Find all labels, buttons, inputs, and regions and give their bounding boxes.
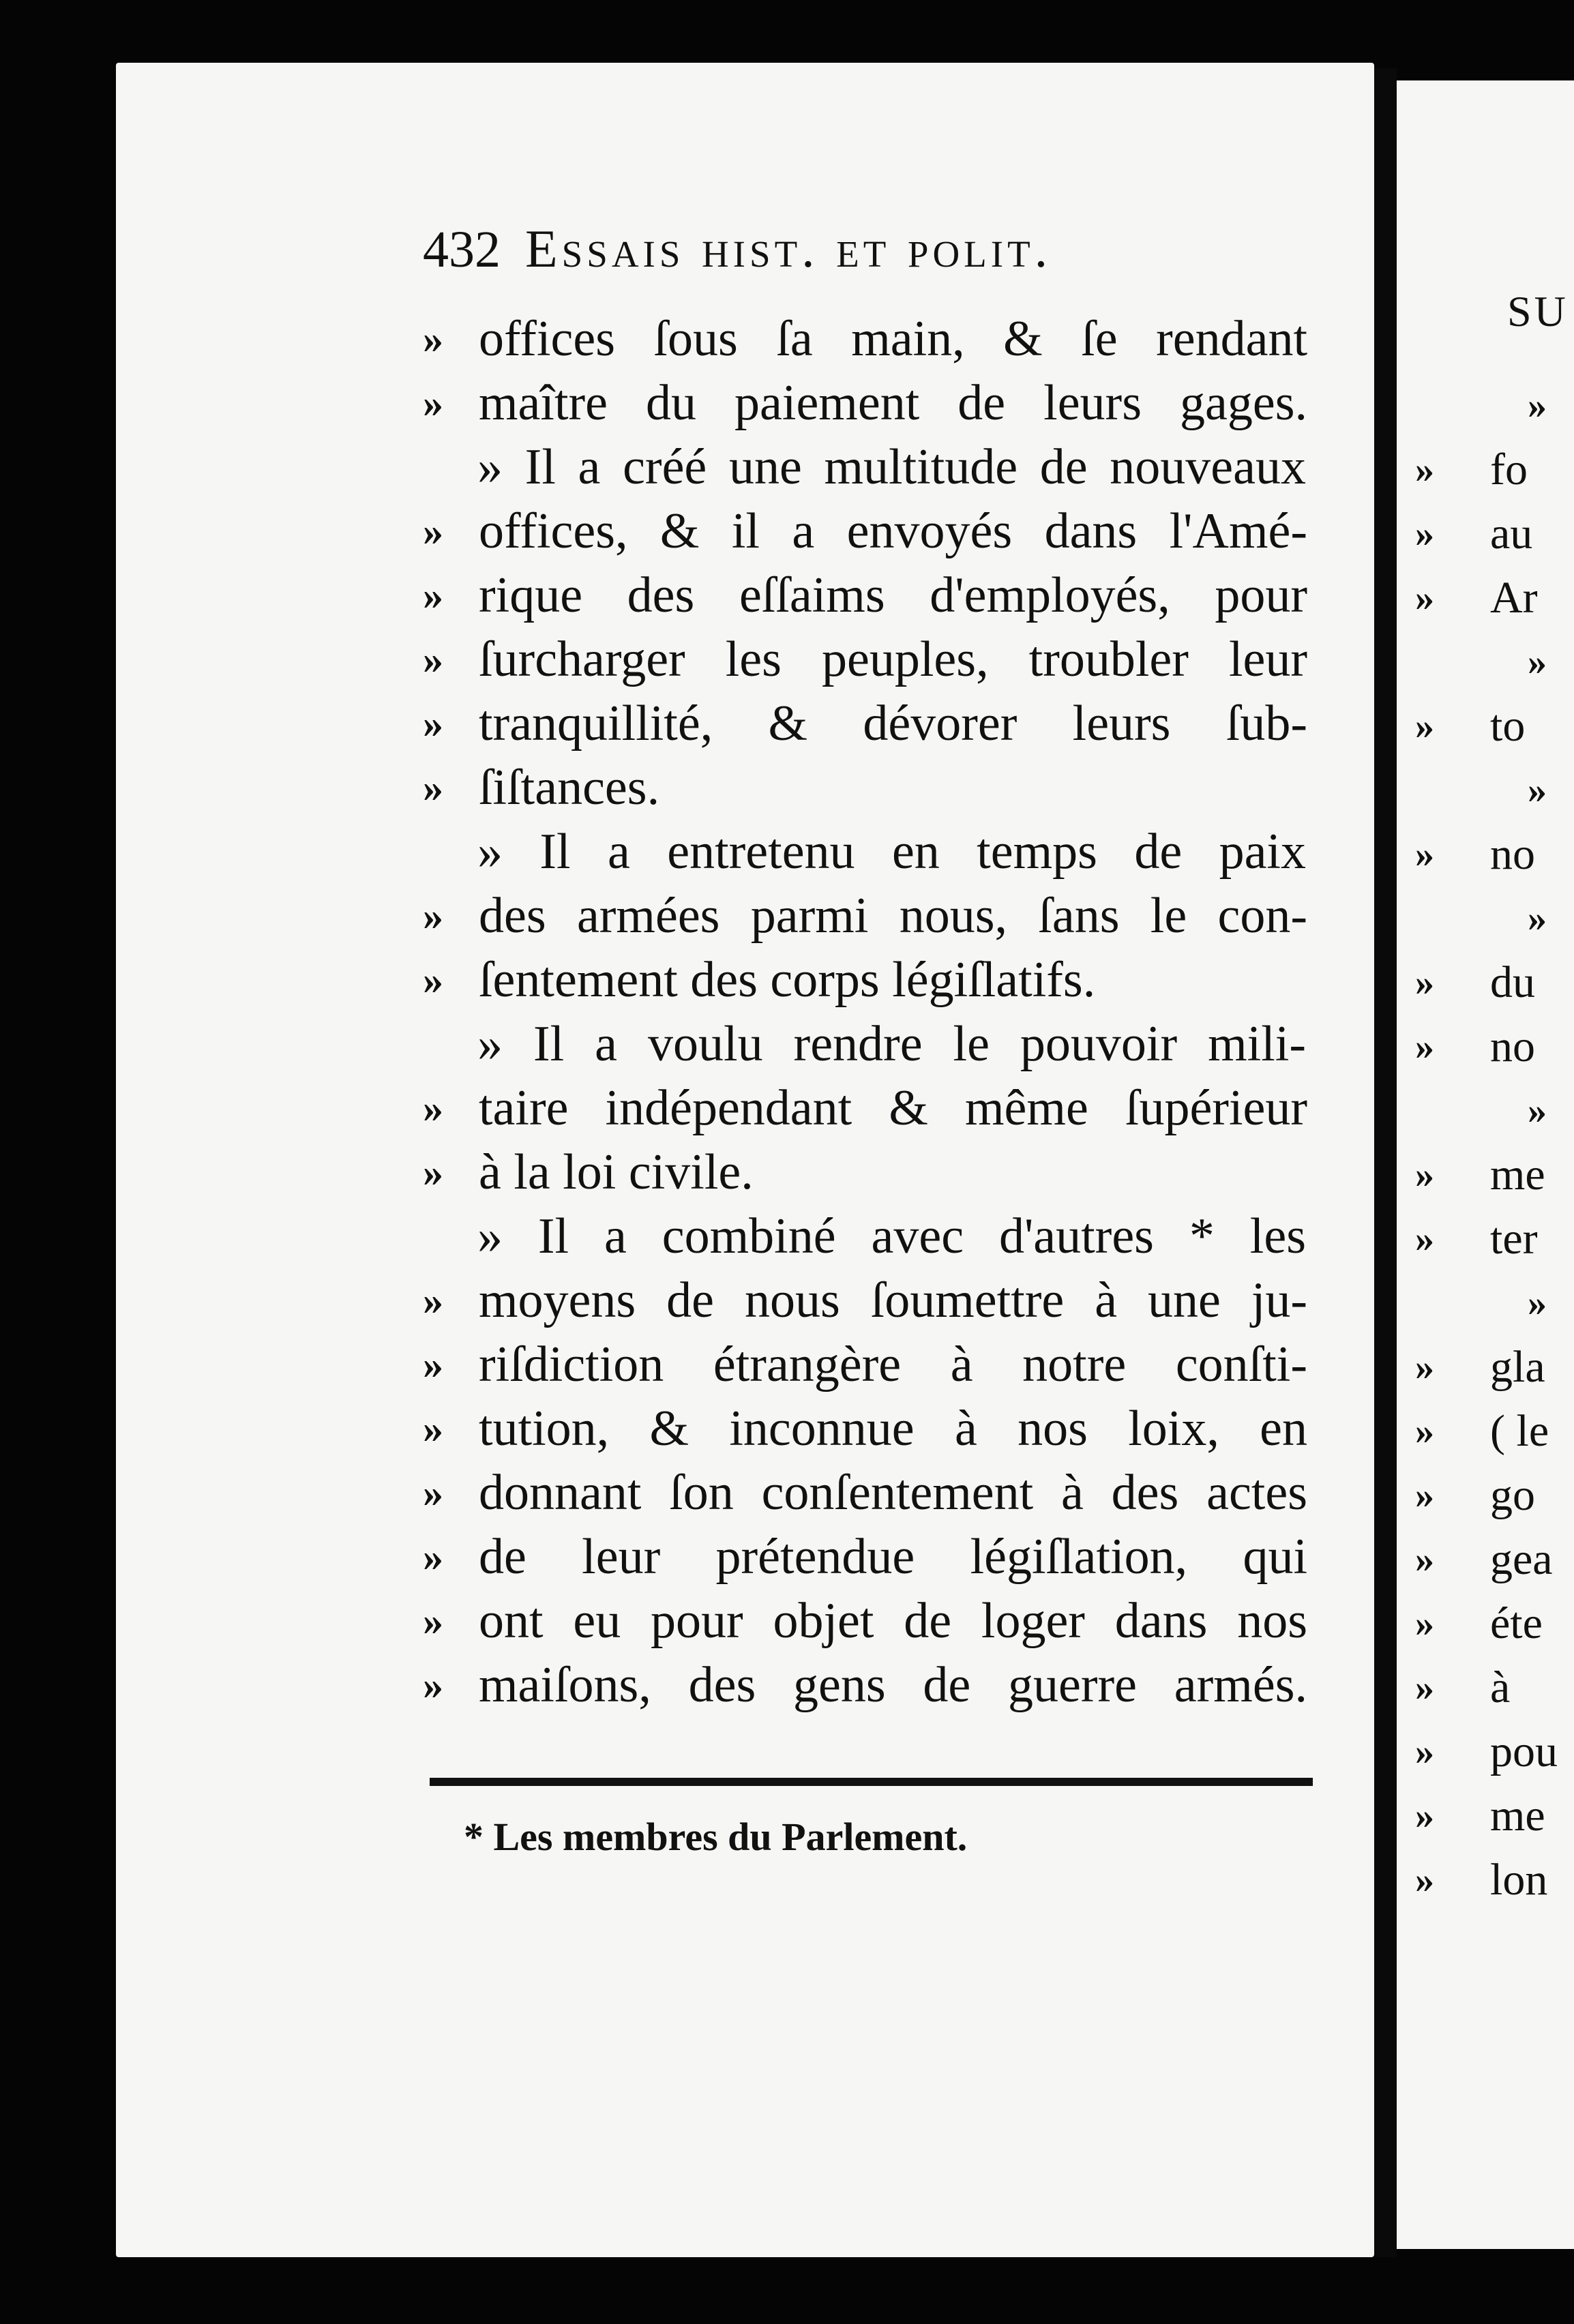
text-line (423, 627, 1316, 691)
guillemet-marker: » (1415, 1795, 1434, 1837)
line-fragment: pou (1490, 1727, 1558, 1776)
guillemet-marker: » (1415, 1346, 1434, 1388)
right-running-header-fragment: SU (1507, 287, 1569, 336)
line-fragment: go (1490, 1470, 1535, 1520)
guillemet-marker: » (423, 1086, 443, 1131)
line-text: maiſons, des gens de guerre armés. (479, 1657, 1307, 1713)
line-text: ont eu pour objet de loger dans nos (479, 1593, 1307, 1649)
line-text: donnant ſon conſentement à des actes (479, 1465, 1307, 1521)
line-fragment: gea (1490, 1534, 1553, 1584)
guillemet-marker: » (1528, 385, 1547, 427)
text-line (423, 1268, 1316, 1332)
guillemet-marker: » (1415, 705, 1434, 747)
footnote-rule (430, 1778, 1313, 1786)
line-text: offices ſous ſa main, & ſe rendant (479, 311, 1307, 367)
guillemet-marker: » (423, 381, 443, 426)
line-text: tranquillité, & dévorer leurs ſub- (479, 696, 1307, 751)
line-fragment: à (1490, 1663, 1511, 1712)
guillemet-marker: » (1415, 833, 1434, 876)
guillemet-marker: » (423, 509, 443, 554)
line-text: taire indépendant & même ſupérieur (479, 1080, 1307, 1136)
guillemet-marker: » (423, 573, 443, 618)
line-text: » Il a combiné avec d'autres * les (477, 1208, 1306, 1264)
text-line (423, 1589, 1316, 1653)
line-fragment: au (1490, 509, 1533, 558)
line-text: ſentement des corps légiſlatifs. (479, 952, 1096, 1008)
guillemet-marker: » (423, 637, 443, 682)
line-fragment: lon (1490, 1855, 1548, 1905)
guillemet-marker: » (1415, 1731, 1434, 1773)
text-line (423, 371, 1316, 435)
running-title: Essais hist. et polit. (525, 219, 1052, 278)
text-line (423, 435, 1316, 499)
line-text: rique des eſſaims d'employés, pour (479, 567, 1307, 623)
guillemet-marker: » (1415, 449, 1434, 491)
guillemet-marker: » (1415, 1218, 1434, 1260)
line-fragment: éte (1490, 1598, 1543, 1648)
line-fragment: me (1490, 1150, 1545, 1200)
line-fragment: fo (1490, 445, 1528, 494)
text-line (423, 1397, 1316, 1461)
line-fragment: gla (1490, 1342, 1545, 1392)
guillemet-marker: » (423, 1278, 443, 1323)
guillemet-marker: » (423, 1534, 443, 1579)
text-line (423, 1076, 1316, 1140)
guillemet-marker: » (423, 701, 443, 746)
guillemet-marker: » (1528, 769, 1547, 811)
guillemet-marker: » (1415, 1667, 1434, 1709)
guillemet-marker: » (1528, 897, 1547, 940)
guillemet-marker: » (1528, 641, 1547, 683)
line-text: offices, & il a envoyés dans l'Amé- (479, 503, 1307, 559)
guillemet-marker: » (423, 1342, 443, 1387)
guillemet-marker: » (1415, 577, 1434, 619)
guillemet-marker: » (423, 1406, 443, 1451)
text-line (423, 307, 1316, 371)
book-gutter (1374, 68, 1397, 2257)
guillemet-marker: » (1415, 1026, 1434, 1068)
guillemet-marker: » (1415, 1859, 1434, 1901)
text-line (423, 1140, 1316, 1204)
line-text: à la loi civile. (479, 1144, 754, 1200)
text-line (423, 499, 1316, 563)
guillemet-marker: » (1415, 962, 1434, 1004)
line-fragment: Ar (1490, 573, 1538, 623)
line-fragment: du (1490, 957, 1535, 1007)
line-fragment: to (1490, 701, 1526, 751)
text-line (423, 1204, 1316, 1268)
text-line (423, 1012, 1316, 1076)
line-fragment: no (1490, 829, 1535, 879)
line-text: » Il a voulu rendre le pouvoir mili- (477, 1016, 1306, 1072)
guillemet-marker: » (423, 1470, 443, 1515)
guillemet-marker: » (1415, 1154, 1434, 1196)
text-line (423, 1461, 1316, 1525)
line-text: tution, & inconnue à nos loix, en (479, 1401, 1307, 1457)
text-line (423, 1653, 1316, 1717)
text-line (423, 948, 1316, 1012)
line-text: maître du paiement de leurs gages. (479, 375, 1307, 431)
guillemet-marker: » (1415, 513, 1434, 555)
guillemet-marker: » (1415, 1410, 1434, 1452)
line-fragment: me (1490, 1791, 1545, 1841)
line-text: moyens de nous ſoumettre à une ju- (479, 1272, 1307, 1328)
text-line (423, 756, 1316, 820)
guillemet-marker: » (423, 316, 443, 361)
line-text: » Il a entretenu en temps de paix (477, 824, 1306, 880)
guillemet-marker: » (423, 1150, 443, 1195)
text-line (423, 1332, 1316, 1397)
line-text: ſurcharger les peuples, troubler leur (479, 631, 1307, 687)
text-line (423, 691, 1316, 756)
line-fragment: no (1490, 1022, 1535, 1071)
guillemet-marker: » (1415, 1603, 1434, 1645)
line-fragment: ter (1490, 1214, 1538, 1264)
text-line (423, 820, 1316, 884)
guillemet-marker: » (423, 1598, 443, 1643)
text-line (423, 1525, 1316, 1589)
guillemet-marker: » (1528, 1282, 1547, 1324)
text-line (423, 563, 1316, 627)
line-text: ſiſtances. (479, 760, 660, 816)
line-text: » Il a créé une multitude de nouveaux (477, 439, 1306, 495)
guillemet-marker: » (423, 893, 443, 938)
footnote: * Les membres du Parlement. (464, 1815, 968, 1859)
page-number: 432 (423, 221, 501, 278)
guillemet-marker: » (1415, 1474, 1434, 1517)
guillemet-marker: » (423, 1663, 443, 1708)
guillemet-marker: » (1415, 1538, 1434, 1581)
line-text: riſdiction étrangère à notre conſti- (479, 1337, 1307, 1392)
guillemet-marker: » (423, 765, 443, 810)
text-line (423, 884, 1316, 948)
guillemet-marker: » (1528, 1090, 1547, 1132)
line-text: des armées parmi nous, ſans le con- (479, 888, 1307, 944)
running-header (423, 218, 1052, 280)
line-text: de leur prétendue légiſlation, qui (479, 1529, 1307, 1585)
line-fragment: ( le (1490, 1406, 1549, 1456)
guillemet-marker: » (423, 957, 443, 1002)
